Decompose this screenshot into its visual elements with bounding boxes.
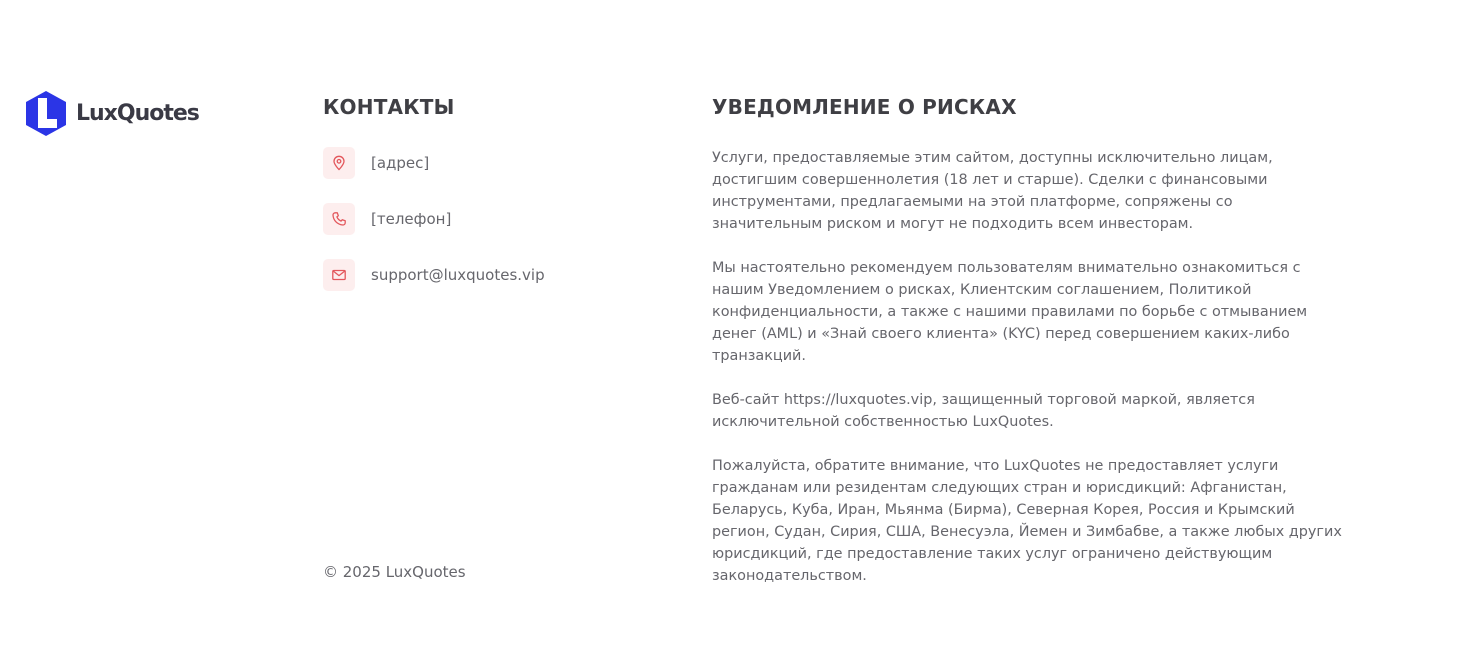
contact-item-address	[323, 147, 663, 179]
contact-address-text: [адрес]	[371, 154, 430, 172]
letter-l-hexagon-icon	[26, 91, 66, 136]
contact-item-email[interactable]	[323, 259, 663, 291]
risk-notice-section	[712, 94, 1352, 587]
contact-email-link[interactable]: support@luxquotes.vip	[371, 266, 545, 284]
risk-paragraph: Пожалуйста, обратите внимание, что LuxQuotes не предоставляет услуги гражданам или резидентам следующих стран и юрисдикций: Афганистан, Беларусь, Куба, Иран, Мьянма (Бирма), Северная Корея, Россия и Крымский регион, Судан, Сирия, США, Венесуэла, Йемен и Зимбабве, а также любых других юрисдикций, где предоставление таких услуг ограничено действующим законодательством.	[712, 458, 1342, 584]
copyright-text: © 2025 LuxQuotes	[323, 563, 466, 581]
risk-paragraph: Услуги, предоставляемые этим сайтом, доступны исключительно лицам, достигшим совершеннолетия (18 лет и старше). Сделки с финансовыми инструментами, предлагаемыми на этой платформе, сопряжены со значительным риском и могут не подходить всем инвесторам.	[712, 150, 1273, 232]
risk-notice-body	[712, 147, 1352, 587]
contacts-section	[323, 94, 663, 315]
mail-icon	[323, 259, 355, 291]
contact-phone-text: [телефон]	[371, 210, 452, 228]
contacts-title: КОНТАКТЫ	[323, 95, 455, 119]
brand-logo[interactable]	[26, 91, 199, 136]
contact-item-phone	[323, 203, 663, 235]
contact-list	[323, 147, 663, 291]
map-pin-icon	[323, 147, 355, 179]
risk-notice-title: УВЕДОМЛЕНИЕ О РИСКАХ	[712, 95, 1017, 119]
brand-name: LuxQuotes	[76, 101, 199, 126]
risk-paragraph: Веб-сайт https://luxquotes.vip, защищенный торговой маркой, является исключительной собственностью LuxQuotes.	[712, 392, 1255, 430]
risk-paragraph: Мы настоятельно рекомендуем пользователям внимательно ознакомиться с нашим Уведомлением о рисках, Клиентским соглашением, Политикой конфиденциальности, а также с нашими правилами по борьбе с отмыванием денег (AML) и «Знай своего клиента» (KYC) перед совершением каких-либо транзакций.	[712, 260, 1308, 364]
phone-icon	[323, 203, 355, 235]
